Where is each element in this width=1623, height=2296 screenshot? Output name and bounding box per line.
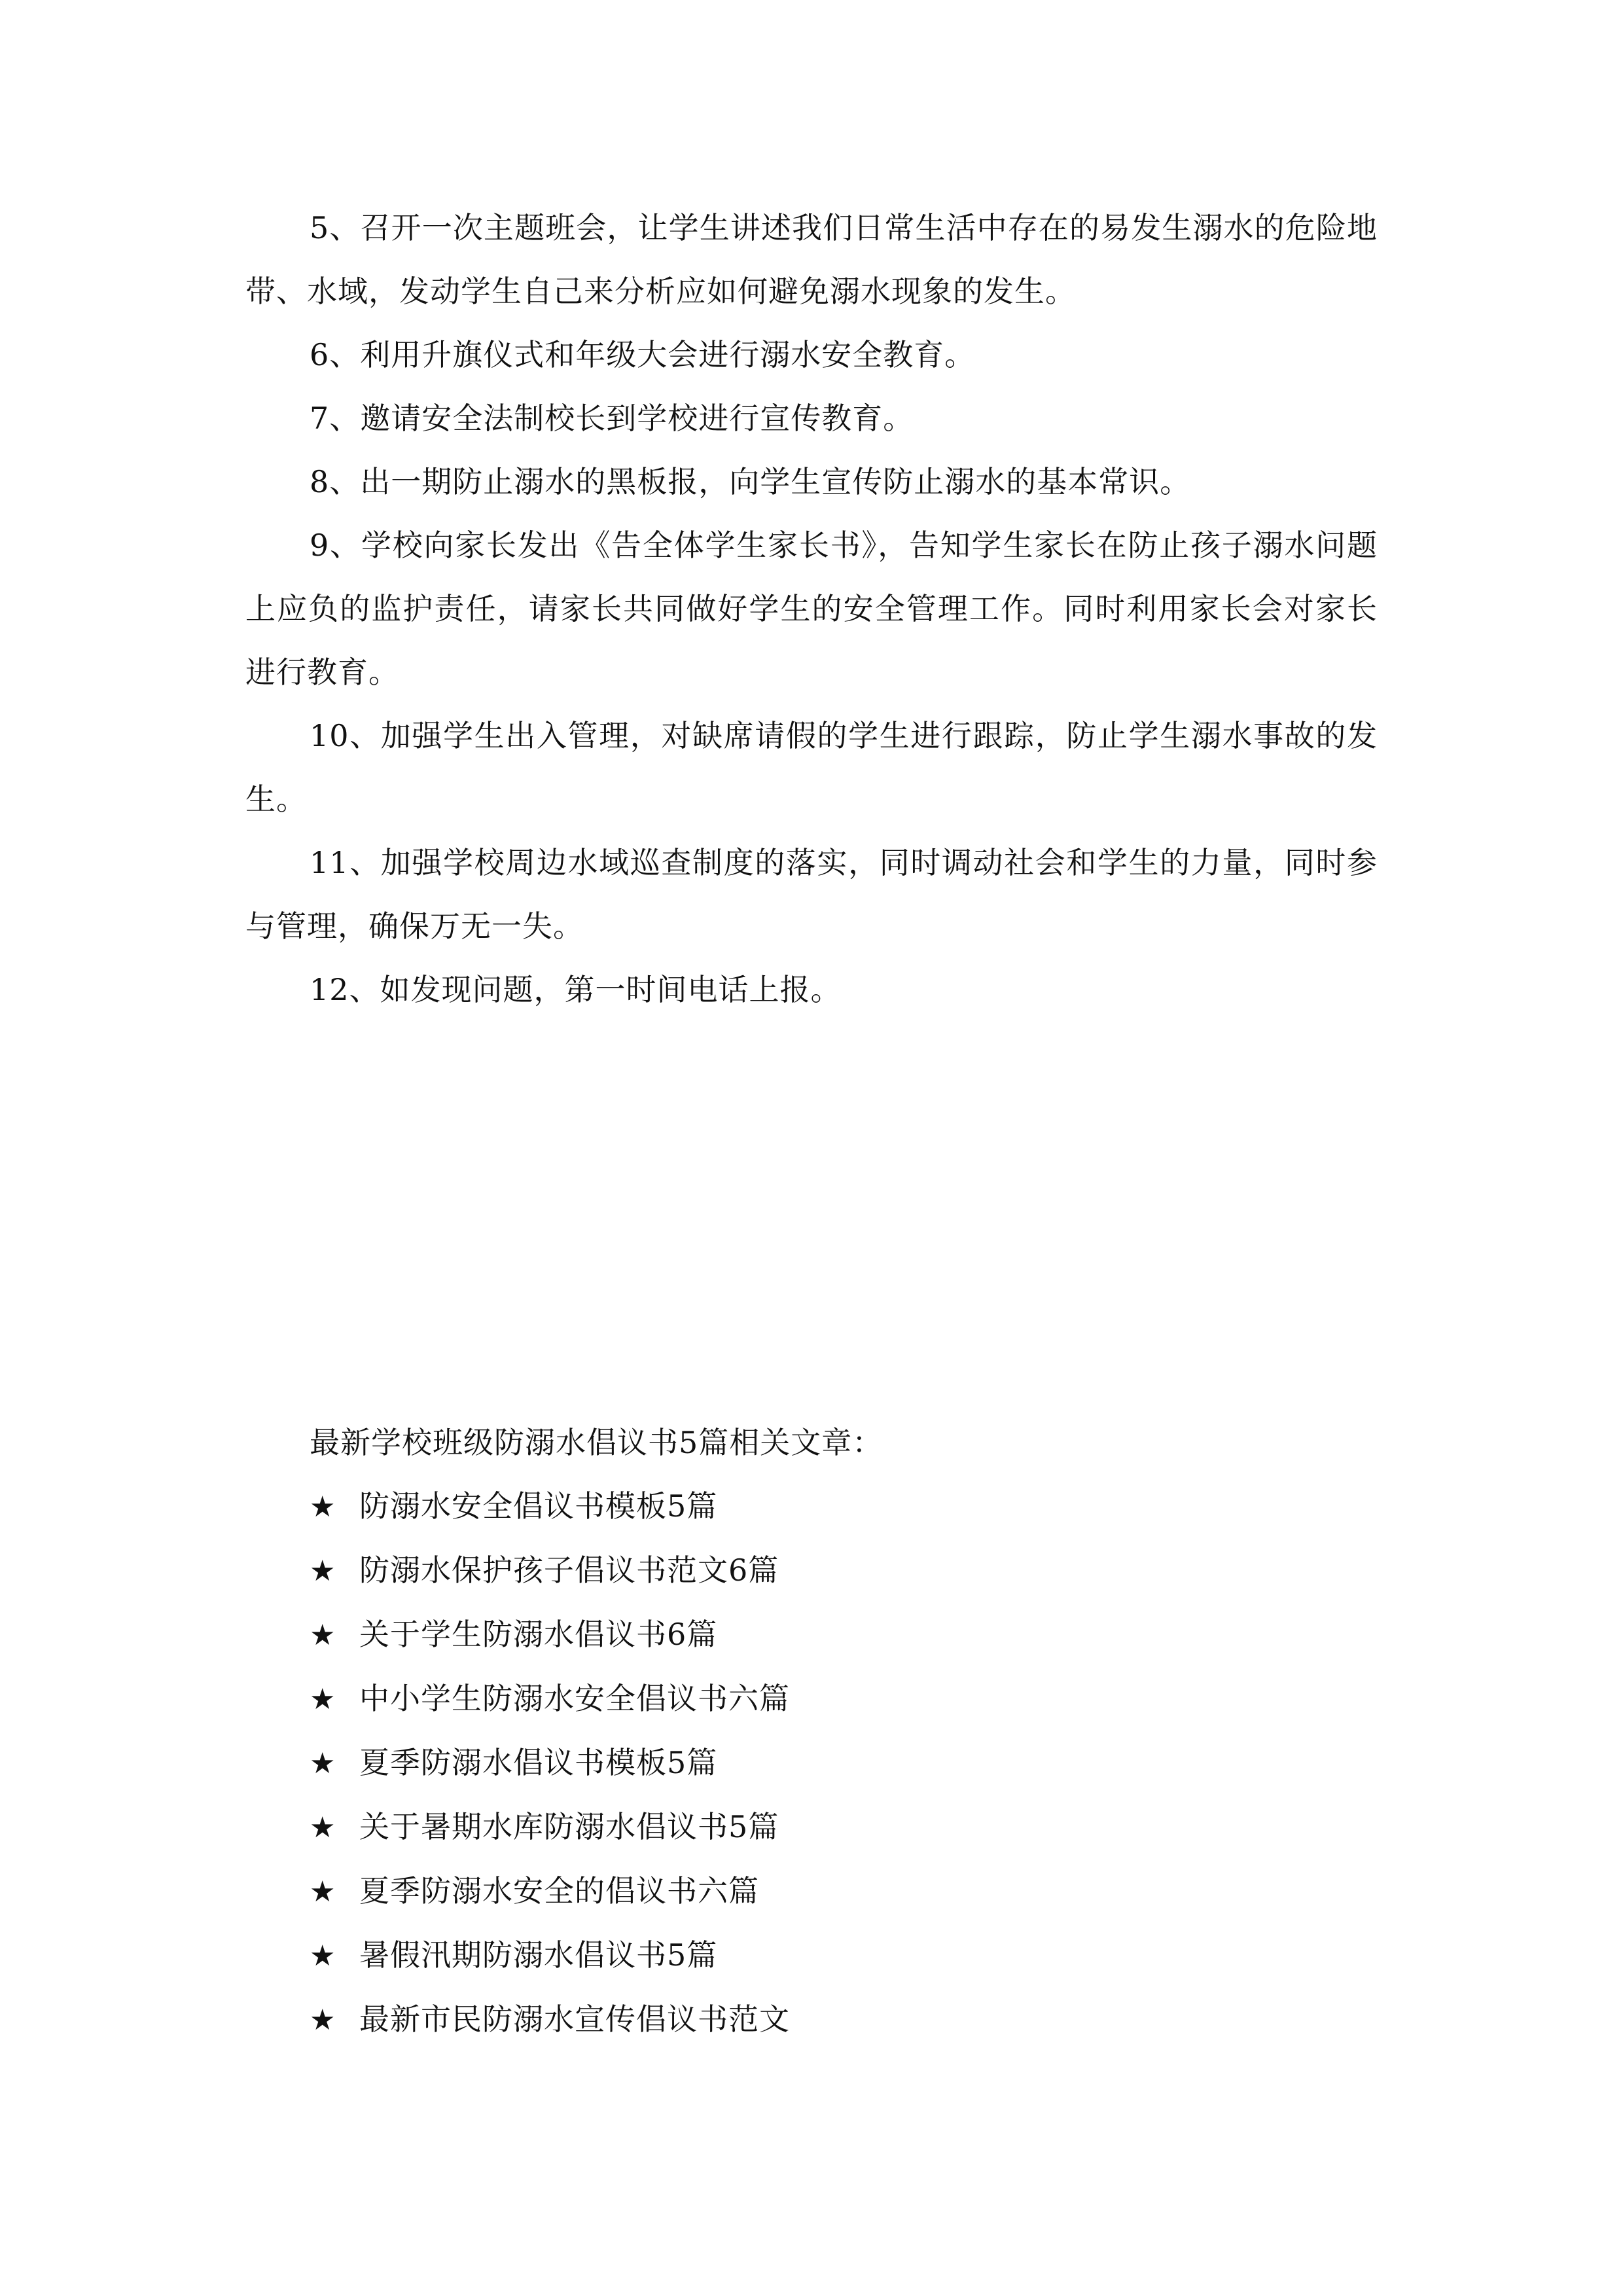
related-articles-list: [310, 1475, 1357, 2052]
related-article-title: 关于暑期水库防溺水倡议书5篇: [359, 1809, 779, 1844]
star-icon: ★: [310, 1875, 336, 1909]
related-article-title: 暑假汛期防溺水倡议书5篇: [359, 1937, 718, 1973]
related-article-link[interactable]: [310, 1475, 1357, 1539]
related-article-title: 夏季防溺水安全的倡议书六篇: [359, 1873, 759, 1909]
related-article-title: 关于学生防溺水倡议书6篇: [359, 1617, 718, 1652]
related-articles: [310, 1411, 1357, 2052]
related-article-title: 中小学生防溺水安全倡议书六篇: [359, 1681, 790, 1716]
related-article-link[interactable]: [310, 1859, 1357, 1924]
star-icon: ★: [310, 1619, 336, 1652]
related-article-link[interactable]: [310, 1924, 1357, 1988]
related-article-link[interactable]: [310, 1667, 1357, 1731]
related-article-title: 夏季防溺水倡议书模板5篇: [359, 1745, 718, 1780]
paragraph-11: 11、加强学校周边水域巡查制度的落实，同时调动社会和学生的力量，同时参与管理，确保万无一失。: [245, 845, 1378, 944]
related-article-link[interactable]: [310, 1731, 1357, 1795]
star-icon: ★: [310, 1939, 336, 1973]
star-icon: ★: [310, 1683, 336, 1716]
star-icon: ★: [310, 1554, 336, 1588]
paragraph-5: 5、召开一次主题班会，让学生讲述我们日常生活中存在的易发生溺水的危险地带、水域，发动学生自己来分析应如何避免溺水现象的发生。: [245, 210, 1378, 309]
star-icon: ★: [310, 1490, 336, 1524]
star-icon: ★: [310, 2003, 336, 2037]
paragraph-7: 7、邀请安全法制校长到学校进行宣传教育。: [310, 401, 914, 436]
star-icon: ★: [310, 1747, 336, 1780]
star-icon: ★: [310, 1811, 336, 1844]
related-article-title: 防溺水安全倡议书模板5篇: [359, 1488, 718, 1524]
related-article-link[interactable]: [310, 1603, 1357, 1667]
related-article-title: 防溺水保护孩子倡议书范文6篇: [359, 1552, 779, 1588]
paragraph-10: 10、加强学生出入管理，对缺席请假的学生进行跟踪，防止学生溺水事故的发生。: [245, 718, 1378, 817]
paragraph-8: 8、出一期防止溺水的黑板报，向学生宣传防止溺水的基本常识。: [310, 464, 1191, 499]
related-article-link[interactable]: [310, 1539, 1357, 1603]
related-article-link[interactable]: [310, 1988, 1357, 2052]
paragraph-9: 9、学校向家长发出《告全体学生家长书》，告知学生家长在防止孩子溺水问题上应负的监护责任，请家长共同做好学生的安全管理工作。同时利用家长会对家长进行教育。: [245, 528, 1378, 690]
related-article-title: 最新市民防溺水宣传倡议书范文: [359, 2001, 790, 2037]
paragraph-12: 12、如发现问题，第一时间电话上报。: [310, 972, 842, 1007]
related-articles-title: 最新学校班级防溺水倡议书5篇相关文章：: [310, 1425, 883, 1460]
related-article-link[interactable]: [310, 1795, 1357, 1859]
body-text: [245, 196, 1378, 1022]
paragraph-6: 6、利用升旗仪式和年级大会进行溺水安全教育。: [310, 337, 976, 372]
